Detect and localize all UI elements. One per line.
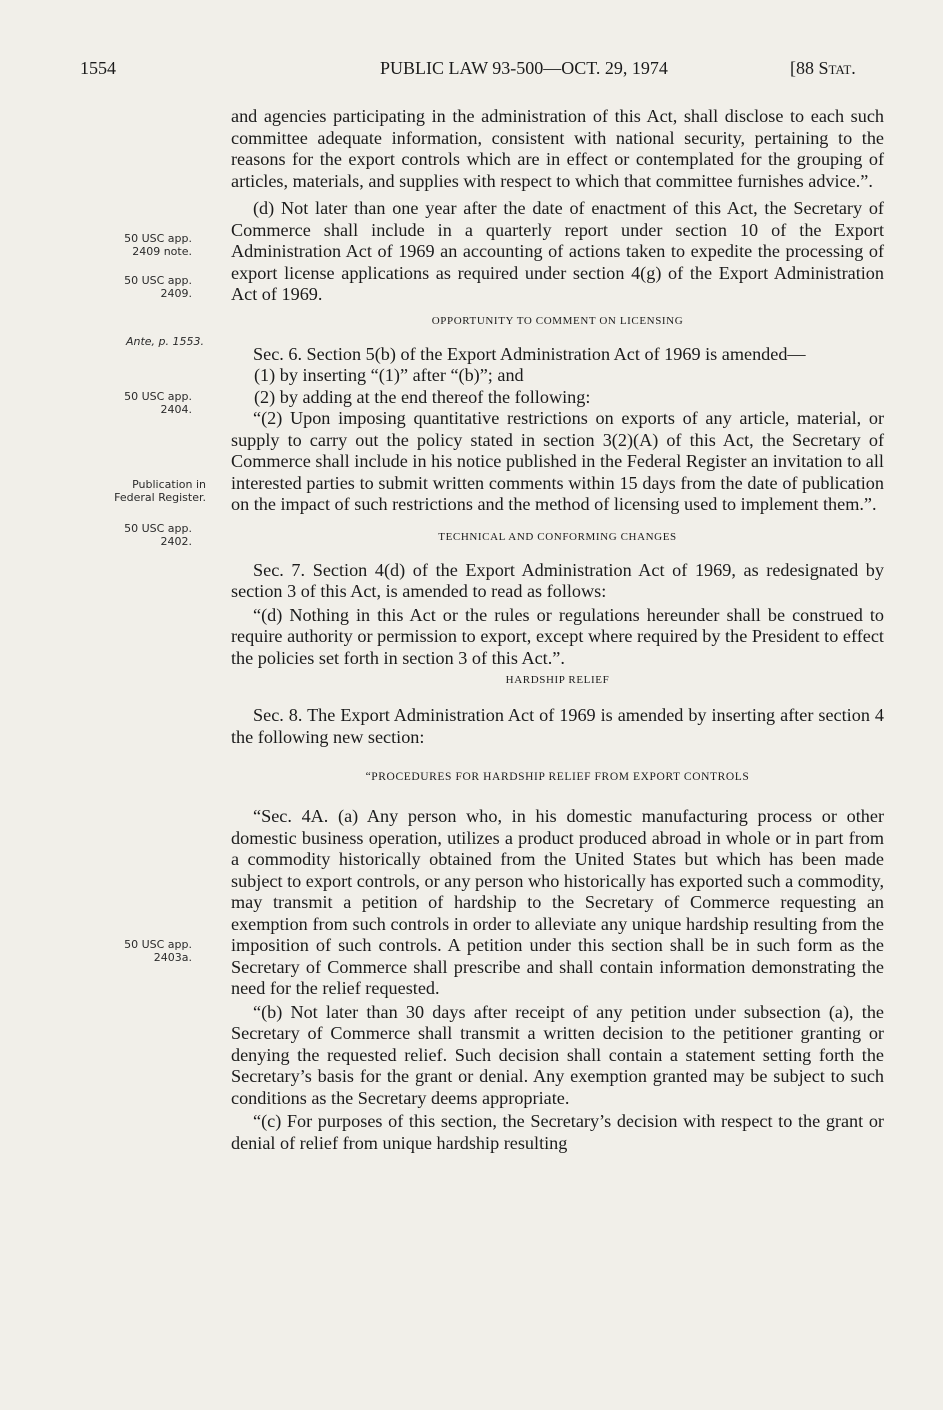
margin-note-2409-note: 50 USC app. 2409 note. — [124, 232, 192, 258]
paragraph: Sec. 8. The Export Administration Act of 1969 is amended by inserting after section 4 the following new section: — [231, 705, 884, 747]
margin-note-2403a: 50 USC app. 2403a. — [124, 938, 192, 964]
paragraph: Sec. 7. Section 4(d) of the Export Administration Act of 1969, as redesignated by section 3 of this Act, is amended to read as follows: — [231, 559, 884, 601]
section-heading: “PROCEDURES FOR HARDSHIP RELIEF FROM EXPORT CONTROLS — [365, 771, 750, 783]
margin-note-ante: Ante, p. 1553. — [125, 335, 204, 348]
margin-note-2409: 50 USC app. 2409. — [124, 274, 192, 300]
paragraph: “(d) Nothing in this Act or the rules or regulations hereunder shall be construed to require authority or permission to export, except where required by the President to effect the policies set forth in section 3 of this Act.”. — [231, 604, 884, 668]
list-item: (1) by inserting “(1)” after “(b)”; and — [254, 365, 524, 385]
paragraph: “(2) Upon imposing quantitative restrictions on exports of any article, material, or supply to carry out the policy stated in section 3(2)(A) of this Act, the Secretary of Commerce shall include in his notice published in the Federal Register an invitation to all interested parties to submit written comments within 15 days from the date of publication on the impact of such restrictions and the method of licensing used to implement them.”. — [231, 408, 884, 514]
main-text — [231, 106, 884, 1154]
margin-note-2404: 50 USC app. 2404. — [124, 390, 192, 416]
paragraph: “(c) For purposes of this section, the Secretary’s decision with respect to the grant or denial of relief from unique hardship resulting — [231, 1111, 884, 1153]
list-item: (2) by adding at the end thereof the following: — [254, 386, 591, 407]
statute-reference: [88 Stat. — [790, 58, 856, 78]
margin-note-2402: 50 USC app. 2402. — [124, 522, 192, 548]
paragraph: “Sec. 4A. (a) Any person who, in his domestic manufacturing process or other domestic business operation, utilizes a product produced abroad in whole or in part from a commodity historically obtained from the United States but which has been made subject to export controls, or any person who historically has exported such a commodity, may transmit a petition of hardship to the Secretary of Commerce requesting an exemption from such controls in order to alleviate any unique hardship resulting from the imposition of such controls. A petition under this section shall be in such form as the Secretary of Commerce shall prescribe and shall contain information demonstrating the need for the relief requested. — [231, 806, 884, 998]
page-header — [0, 58, 943, 84]
section-heading: TECHNICAL AND CONFORMING CHANGES — [438, 530, 677, 543]
paragraph: Sec. 6. Section 5(b) of the Export Administration Act of 1969 is amended— — [253, 343, 806, 364]
running-title: PUBLIC LAW 93-500—OCT. 29, 1974 — [380, 58, 668, 78]
paragraph: and agencies participating in the administration of this Act, shall disclose to each such committee adequate information, consistent with national security, pertaining to the reasons for the export controls which are in effect or contemplated for the grouping of articles, materials, and supplies with respect to which that committee furnishes advice.”. — [231, 106, 884, 191]
section-heading: OPPORTUNITY TO COMMENT ON LICENSING — [431, 314, 684, 327]
section-heading: HARDSHIP RELIEF — [505, 674, 610, 686]
margin-note-federal-register: Publication in Federal Register. — [114, 478, 206, 504]
paragraph: (d) Not later than one year after the date of enactment of this Act, the Secretary of Commerce shall include in a quarterly report under section 10 of the Export Administration Act of 1969 an accounting of actions taken to expedite the processing of export license applications as required under section 4(g) of the Export Administration Act of 1969. — [231, 198, 884, 304]
page-number: 1554 — [80, 58, 116, 78]
paragraph: “(b) Not later than 30 days after receipt of any petition under subsection (a), the Secretary of Commerce shall transmit a written decision to the petitioner granting or denying the requested relief. Such decision shall contain a statement setting forth the Secretary’s basis for the grant or denial. Any exemption granted may be subject to such conditions as the Secretary deems appropriate. — [231, 1001, 884, 1108]
